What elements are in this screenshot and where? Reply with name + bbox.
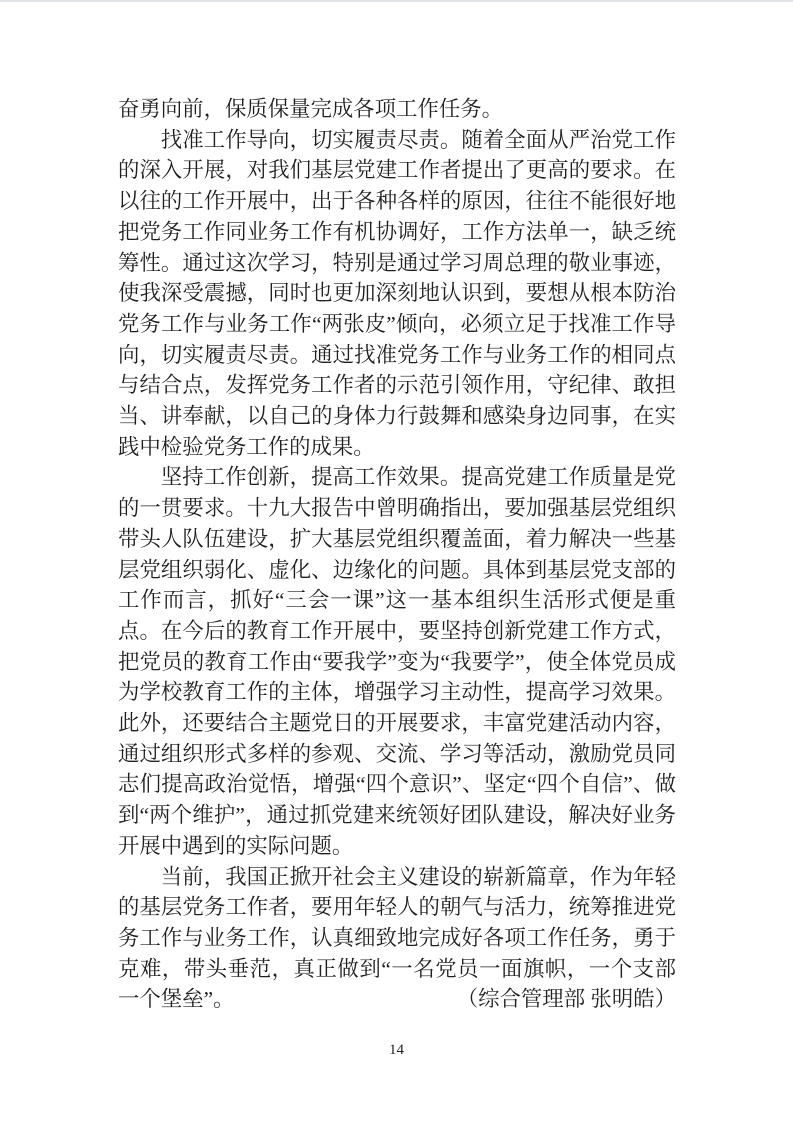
paragraph-continuation: 奋勇向前，保质保量完成各项工作任务。: [118, 97, 504, 121]
scan-top-edge: [0, 0, 793, 2]
paragraph-closing-text: 当前，我国正掀开社会主义建设的崭新篇章，作为年轻的基层党务工作者，要用年轻人的朝气与活力，统筹推进党务工作与业务工作，认真细致地完成好各项工作任务，勇于克难，带头垂范，真正做到“一名党员一面旗帜，一个支部一个堡垒”。: [118, 864, 676, 1012]
paragraph-work-orientation: 找准工作导向，切实履责尽责。随着全面从严治党工作的深入开展，对我们基层党建工作者提出了更高的要求。在以往的工作开展中，出于各种各样的原因，往往不能很好地把党务工作同业务工作有机协调好，工作方法单一，缺乏统筹性。通过这次学习，特别是通过学习周总理的敬业事迹，使我深受震撼，同时也更加深刻地认识到，要想从根本防治党务工作与业务工作“两张皮”倾向，必须立足于找准工作导向，切实履责尽责。通过找准党务工作与业务工作的相同点与结合点，发挥党务工作者的示范引领作用，守纪律、敢担当、讲奉献，以自己的身体力行鼓舞和感染身边同事，在实践中检验党务工作的成果。: [118, 127, 676, 459]
signature: （综合管理部 张明皓）: [456, 987, 676, 1012]
body-text: [118, 94, 676, 1015]
paragraph-closing: [118, 862, 676, 1016]
page-number: 14: [389, 1042, 404, 1058]
paragraph-work-innovation: 坚持工作创新，提高工作效果。提高党建工作质量是党的一贯要求。十九大报告中曾明确指出，要加强基层党组织带头人队伍建设，扩大基层党组织覆盖面，着力解决一些基层党组织弱化、虚化、边缘化的问题。具体到基层党支部的工作而言，抓好“三会一课”这一基本组织生活形式便是重点。在今后的教育工作开展中，要坚持创新党建工作方式，把党员的教育工作由“要我学”变为“我要学”，使全体党员成为学校教育工作的主体，增强学习主动性，提高学习效果。此外，还要结合主题党日的开展要求，丰富党建活动内容，通过组织形式多样的参观、交流、学习等活动，激励党员同志们提高政治觉悟，增强“四个意识”、坚定“四个自信”、做到“两个维护”，通过抓党建来统领好团队建设，解决好业务开展中遇到的实际问题。: [118, 465, 676, 858]
